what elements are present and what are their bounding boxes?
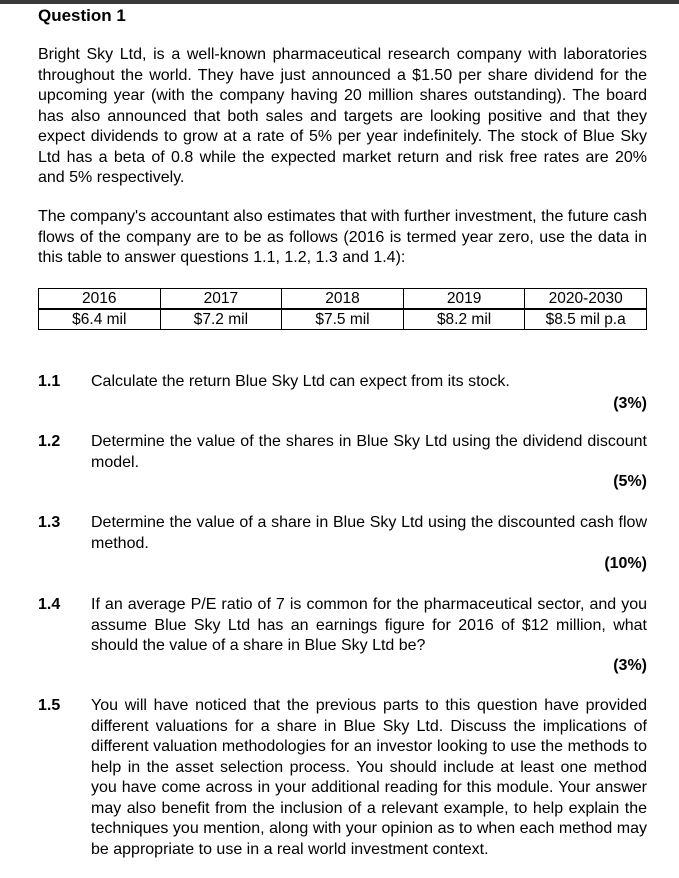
marks-label: (10%) <box>604 555 647 572</box>
question-title: Question 1 <box>38 6 126 25</box>
sub-question-text: Calculate the return Blue Sky Ltd can expect from its stock. <box>91 373 510 390</box>
sub-question-text: Determine the value of the shares in Blue Sky Ltd using the dividend discount model. <box>91 433 647 471</box>
top-border <box>0 0 679 4</box>
sub-question-1-2 <box>38 432 647 502</box>
sub-question-text: You will have noticed that the previous parts to this question have provided different valuations for a share in Blue Sky Ltd. Discuss the implications of different valuation methodologies for an investor looking to use the methods to help in the asset selection process. You should include at least one method you have come across in your additional reading for this module. Your answer may also benefit from the inclusion of a relevant example, to help explain the techniques you mention, along with your opinion as to when each method may be appropriate to use in a real world investment context. <box>91 697 647 858</box>
sub-question-text: If an average P/E ratio of 7 is common for the pharmaceutical sector, and you assume Blue Sky Ltd has an earnings figure for 2016 of $12 million, what should the value of a share in Blue Sky Ltd be? <box>91 596 647 654</box>
sub-question-number: 1.2 <box>38 433 61 450</box>
sub-question-text: Determine the value of a share in Blue Sky Ltd using the discounted cash flow method. <box>91 514 647 552</box>
cash-flow-cell: $7.2 mil <box>160 309 282 330</box>
cash-flow-table <box>38 288 647 330</box>
cash-flow-paragraph: The company's accountant also estimates that with further investment, the future cash flows of the company are to be as follows (2016 is termed year zero, use the data in this table to answer questions 1.1, 1.2, 1.3 and 1.4): <box>38 208 647 266</box>
cash-flow-cell: $6.4 mil <box>39 309 161 330</box>
table-row <box>39 309 647 330</box>
cash-flow-cell: $7.5 mil <box>282 309 404 330</box>
sub-question-1-4 <box>38 595 647 675</box>
sub-question-number: 1.5 <box>38 697 61 714</box>
cash-flow-cell: $8.2 mil <box>403 309 525 330</box>
sub-question-1-3 <box>38 513 647 583</box>
year-cell: 2017 <box>160 289 282 310</box>
table-header-row <box>39 289 647 310</box>
intro-paragraph: Bright Sky Ltd, is a well-known pharmaceutical research company with laboratories throughout the world. They have just announced a $1.50 per share dividend for the upcoming year (with the company having 20 million shares outstanding). The board has also announced that both sales and targets are looking positive and that they expect dividends to grow at a rate of 5% per year indefinitely. The stock of Blue Sky Ltd has a beta of 0.8 while the expected market return and risk free rates are 20% and 5% respectively. <box>38 46 647 186</box>
cash-flow-cell: $8.5 mil p.a <box>525 309 647 330</box>
sub-question-1-5 <box>38 696 647 876</box>
sub-question-1-1 <box>38 372 647 422</box>
sub-question-number: 1.4 <box>38 596 61 613</box>
sub-question-number: 1.3 <box>38 514 61 531</box>
year-cell: 2018 <box>282 289 404 310</box>
sub-question-number: 1.1 <box>38 373 61 390</box>
marks-label: (5%) <box>613 473 647 490</box>
year-cell: 2019 <box>403 289 525 310</box>
marks-label: (3%) <box>613 395 647 412</box>
marks-label: (3%) <box>613 657 647 674</box>
year-cell: 2016 <box>39 289 161 310</box>
year-cell: 2020-2030 <box>525 289 647 310</box>
